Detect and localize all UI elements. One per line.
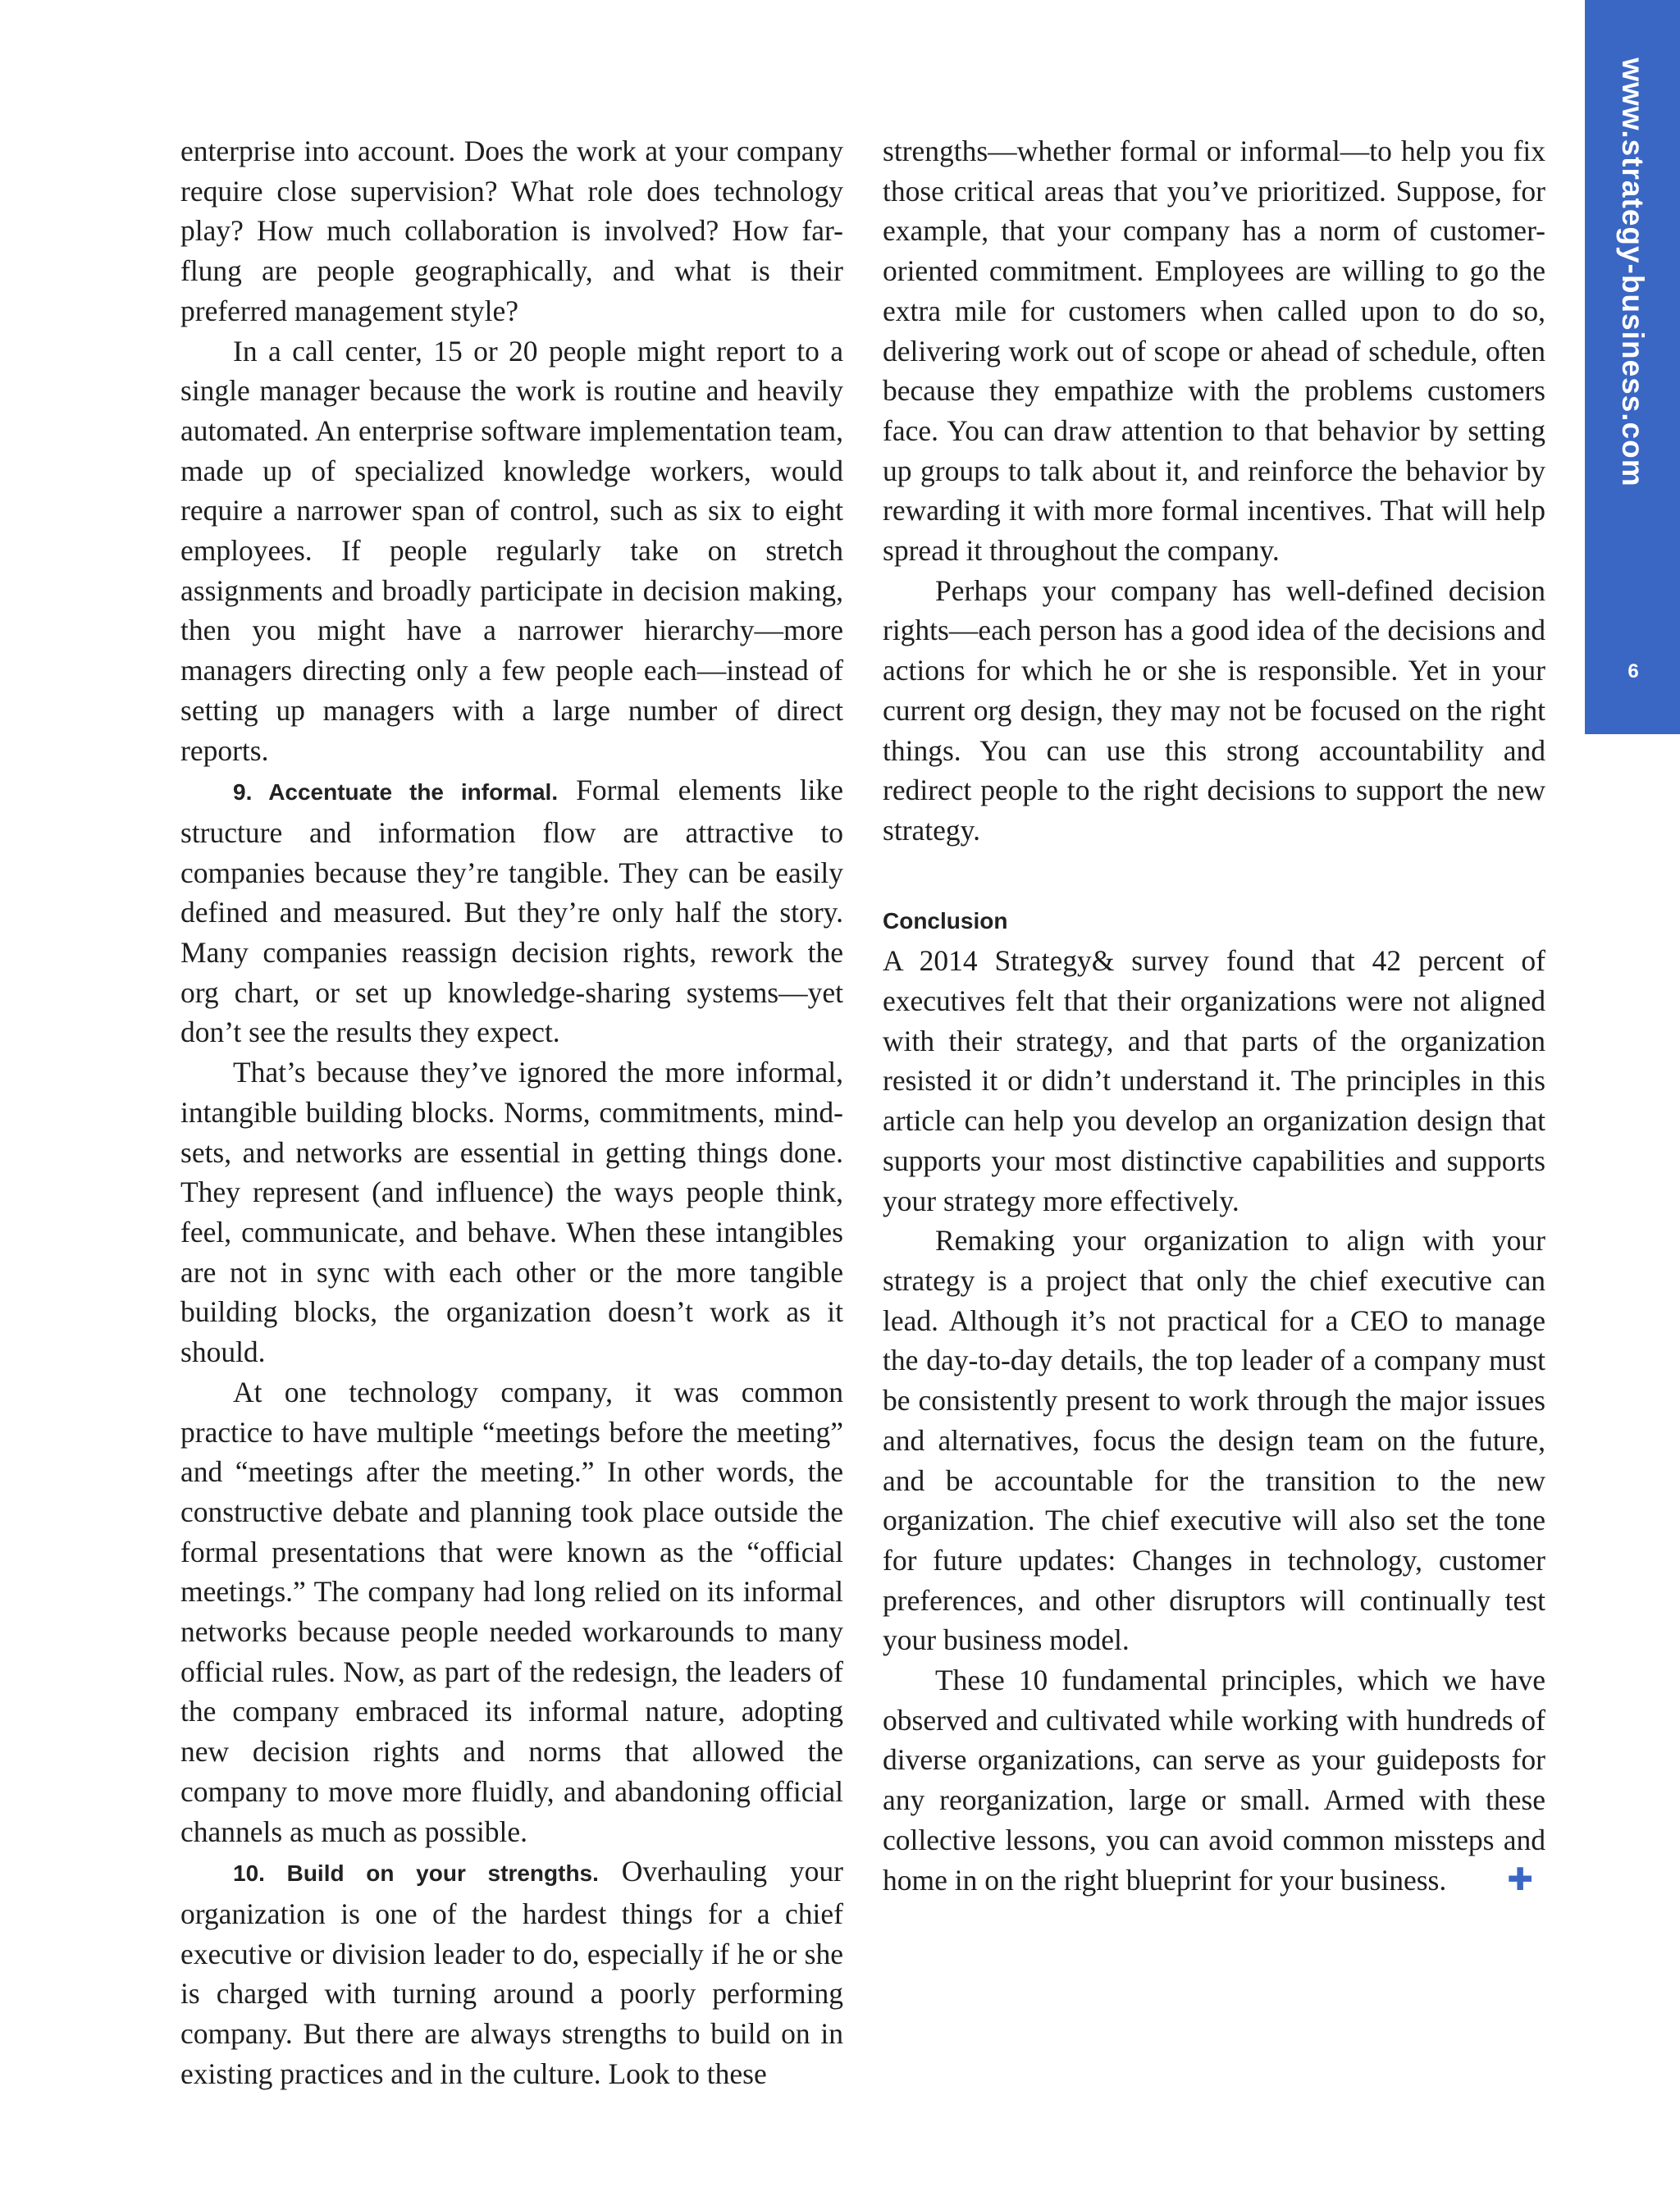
paragraph-body: Overhauling your organization is one of the hardest things for a chief executive or division leader to do, especially if he or she is charged with turning around a poorly performing company. But there are always strengths to build on in existing practices and in the culture. Look to these [180,1855,844,2090]
paragraph: A 2014 Strategy& survey found that 42 percent of executives felt that their organizations were not aligned with their strategy, and that parts of the organization resisted it or didn’t understand it. The principles in this article can help you develop an organization design that supports your most distinctive capabilities and supports your strategy more effectively. [883,944,1545,1217]
end-mark-icon: ✚ [1507,1862,1534,1897]
site-url[interactable]: www.strategy-business.com [1616,57,1650,487]
paragraph: enterprise into account. Does the work at your company require close supervision? What role does technology play? How much collaboration is involved? How far-flung are people geographically, and what is their preferred management style? [180,135,843,327]
paragraph: In a call center, 15 or 20 people might report to a single manager because the work is routine and heavily automated. An enterprise software implementation team, made up of specialized knowledge workers, would require a narrower span of control, such as six to eight employees. If people regularly take on stretch assignments and broadly participate in decision making, then you might have a narrower hierarchy—more managers directing only a few people each—instead of setting up managers with a large number of direct reports. [180,334,843,767]
paragraph [180,1851,843,2093]
conclusion-heading: Conclusion [883,907,1008,934]
principle-heading: 10. Build on your strengths. [233,1860,599,1887]
page-number: 6 [1628,660,1639,682]
principle-heading: 9. Accentuate the informal. [233,779,559,806]
paragraph: That’s because they’ve ignored the more informal, intangible building blocks. Norms, commitments, mind-sets, and networks are essential in getting things done. They represent (and influence) the ways people think, feel, communicate, and behave. When these intangibles are not in sync with each other or the more tangible building blocks, the organization doesn’t work as it should. [180,1056,843,1369]
paragraph: Perhaps your company has well-defined decision rights—each person has a good idea of the decisions and actions for which he or she is responsible. Yet in your current org design, they may not be focused on the right things. You can use this strong accountability and redirect people to the right decisions to support the new strategy. [883,573,1545,847]
paragraph: At one technology company, it was common practice to have multiple “meetings before the meeting” and “meetings after the meeting.” In other words, the constructive debate and planning took place outside the formal presentations that were known as the “official meetings.” The company had long relied on its informal networks because people needed workarounds to many official rules. Now, as part of the redesign, the leaders of the company embraced its informal nature, adopting new decision rights and norms that allowed the company to move more fluidly, and abandoning official channels as much as possible. [180,1375,843,1848]
left-column [180,131,843,2093]
paragraph: strengths—whether formal or informal—to help you fix those critical areas that you’ve prioritized. Suppose, for example, that your company has a norm of customer-oriented commitment. Employees are willing to go the extra mile for customers when called upon to do so, delivering work out of scope or ahead of schedule, often because they empathize with the problems customers face. You can draw attention to that behavior by setting up groups to talk about it, and reinforce the behavior by rewarding it with more formal incentives. That will help spread it throughout the company. [883,135,1545,568]
paragraph-body: These 10 fundamental principles, which we have observed and cultivated while working with hundreds of diverse organizations, can serve as your guideposts for any reorganization, large or small. Armed with these collective lessons, you can avoid common missteps and home in on the right blueprint for your business. [883,1664,1545,1897]
paragraph [883,1660,1545,1900]
right-column [883,131,1545,1900]
paragraph-body: Formal elements like structure and information flow are attractive to companies because they’re tangible. They can be easily defined and measured. But they’re only half the story. Many companies reassign decision rights, rework the org chart, or set up knowledge-sharing systems—yet don’t see the results they expect. [180,774,844,1049]
paragraph: Remaking your organization to align with your strategy is a project that only the chief executive can lead. Although it’s not practical for a CEO to manage the day-to-day details, the top leader of a company must be consistently present to work through the major issues and alternatives, focus the design team on the future, and be accountable for the transition to the new organization. The chief executive will also set the tone for future updates: Changes in technology, customer preferences, and other disruptors will continually test your business model. [883,1224,1545,1657]
paragraph [180,770,843,1052]
